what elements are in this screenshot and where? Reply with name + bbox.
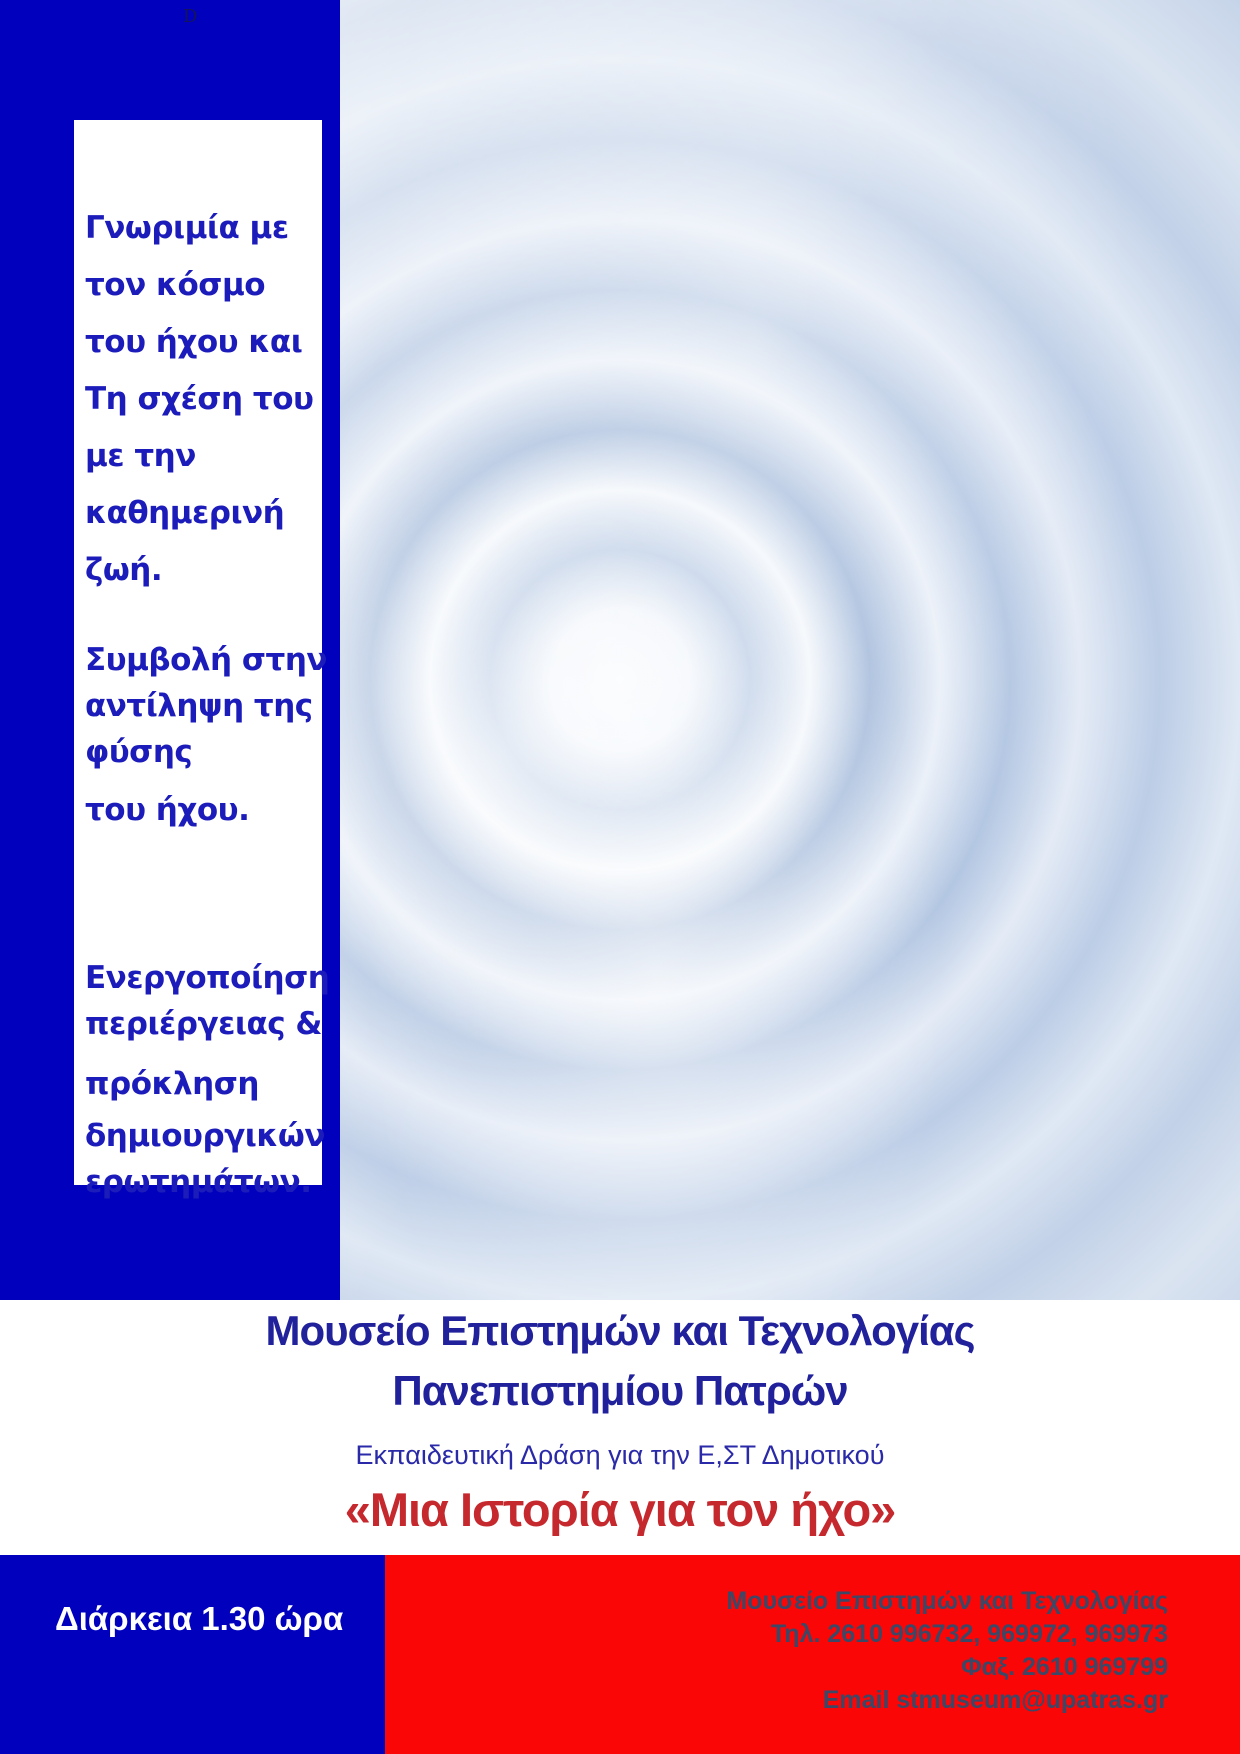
intro-line: φύσης: [85, 734, 193, 770]
contact-museum-name: Μουσείο Επιστημών και Τεχνολογίας: [726, 1587, 1168, 1615]
intro-line: ζωή.: [85, 552, 163, 588]
intro-line: Τη σχέση του: [85, 381, 314, 417]
event-title: «Μια Ιστορία για τον ήχο»: [344, 1483, 896, 1536]
intro-line: καθημερινή: [85, 495, 285, 531]
contact-email: Email stmuseum@upatras.gr: [822, 1686, 1168, 1714]
title-band: [0, 1300, 1240, 1555]
intro-paragraph-2: [85, 637, 327, 775]
intro-line: περιέργειας &: [85, 1006, 322, 1042]
intro-line: τον κόσμο: [85, 267, 266, 303]
intro-text-box: [74, 120, 330, 1200]
duration-band: [0, 1555, 385, 1754]
intro-line: πρόκληση: [85, 1066, 259, 1102]
intro-line: του ήχου και: [85, 324, 303, 360]
program-subtitle: Εκπαιδευτική Δράση για την Ε,ΣΤ Δημοτικού: [355, 1440, 885, 1470]
footer-band: [0, 1555, 1240, 1754]
intro-line: με την: [85, 438, 196, 474]
ripple-highlight: [340, 0, 1240, 1300]
intro-paragraph-1: [85, 200, 316, 599]
intro-line: Συμβολή στην: [85, 642, 327, 678]
contact-phone: Τηλ. 2610 996732, 969972, 969973: [770, 1620, 1168, 1648]
intro-line: Ενεργοποίηση: [85, 960, 330, 996]
intro-paragraph-4: [85, 955, 330, 1047]
museum-title-line1: Μουσείο Επιστημών και Τεχνολογίας: [265, 1307, 975, 1354]
intro-line: Γνωριμία με: [85, 210, 289, 246]
intro-line: αντίληψη της: [85, 688, 313, 724]
left-blue-sidebar: [0, 0, 340, 1302]
intro-paragraph-6: [85, 1113, 325, 1205]
intro-paragraph-3: [85, 787, 316, 833]
intro-paragraph-5: [85, 1061, 316, 1107]
museum-title-line2: Πανεπιστημίου Πατρών: [392, 1367, 848, 1414]
duration-label: Διάρκεια 1.30 ώρα: [55, 1600, 344, 1637]
intro-line: δημιουργικών: [85, 1118, 325, 1154]
intro-line: του ήχου.: [85, 792, 250, 828]
intro-line: ερωτημάτων.: [85, 1164, 312, 1200]
stray-character: D: [183, 6, 198, 27]
contact-band: [385, 1555, 1240, 1754]
contact-fax: Φαξ. 2610 969799: [961, 1653, 1168, 1681]
water-ripple-photo: [340, 0, 1240, 1300]
